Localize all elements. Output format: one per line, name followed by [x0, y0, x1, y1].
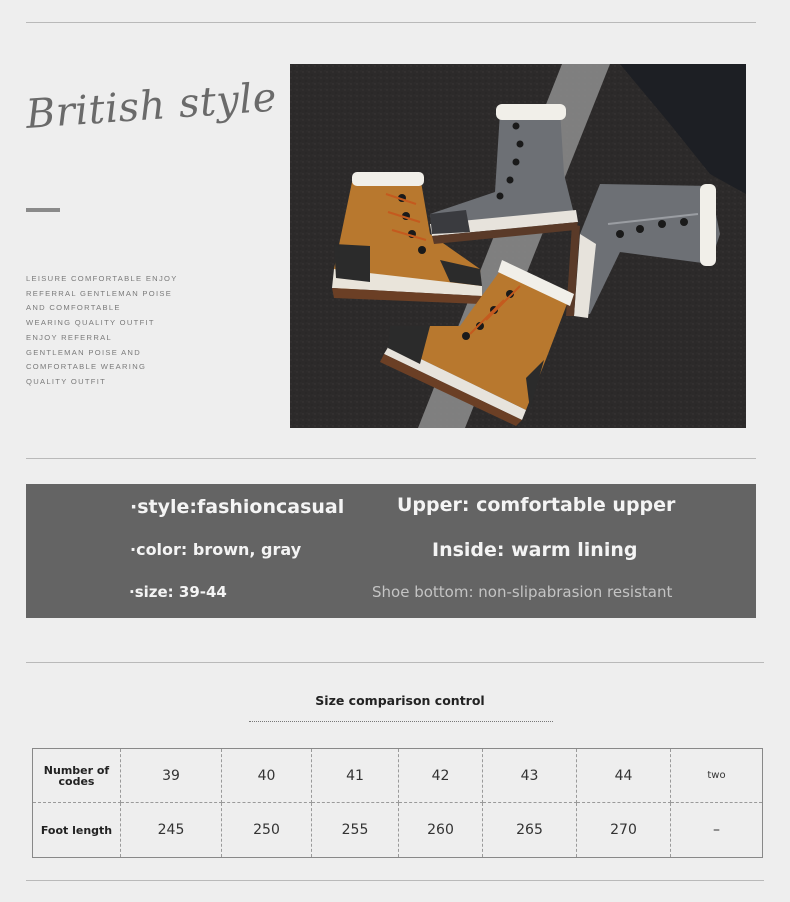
table-cell: 44	[577, 749, 671, 803]
feature-style: ·style:fashioncasual	[130, 496, 345, 518]
feature-size: ·size: 39-44	[129, 583, 227, 601]
table-cell: 265	[483, 803, 577, 858]
description-line: WEARING QUALITY OUTFIT	[26, 318, 155, 328]
table-row	[33, 803, 763, 858]
table-cell: –	[671, 803, 763, 858]
hero-divider	[26, 458, 756, 459]
row-label: Number of codes	[33, 749, 121, 803]
script-title: British style	[24, 74, 279, 138]
description-line: LEISURE COMFORTABLE ENJOY	[26, 274, 178, 283]
table-cell: 39	[121, 749, 222, 803]
description-line: GENTLEMAN POISE AND	[26, 347, 142, 357]
title-underline	[249, 721, 553, 722]
row-label: Foot length	[33, 803, 121, 858]
table-cell: 260	[399, 803, 483, 858]
size-section-divider	[26, 662, 764, 663]
top-divider	[26, 22, 756, 23]
table-cell: 255	[312, 803, 399, 858]
size-table-title: Size comparison control	[315, 693, 485, 708]
description-line: REFERRAL GENTLEMAN POISE	[26, 288, 173, 298]
table-cell: 245	[121, 803, 222, 858]
table-cell: 42	[399, 749, 483, 803]
feature-bottom: Shoe bottom: non-slipabrasion resistant	[372, 583, 673, 601]
feature-inside: Inside: warm lining	[432, 539, 638, 561]
table-row	[33, 749, 763, 803]
description-line: ENJOY REFERRAL	[26, 332, 112, 342]
table-cell: 270	[577, 803, 671, 858]
bottom-divider	[26, 880, 764, 881]
table-cell: 250	[222, 803, 312, 858]
description-block	[26, 272, 196, 390]
table-cell: 40	[222, 749, 312, 803]
description-line: QUALITY OUTFIT	[26, 376, 107, 386]
description-line: AND COMFORTABLE	[26, 303, 121, 313]
table-cell: two	[671, 749, 763, 803]
description-line: COMFORTABLE WEARING	[26, 362, 147, 372]
feature-upper: Upper: comfortable upper	[397, 494, 676, 516]
title-dash	[26, 208, 60, 212]
feature-color: ·color: brown, gray	[130, 540, 302, 559]
boots-illustration	[290, 64, 746, 428]
table-cell: 43	[483, 749, 577, 803]
feature-banner	[26, 484, 756, 618]
product-photo	[290, 64, 746, 428]
table-cell: 41	[312, 749, 399, 803]
size-table	[32, 748, 763, 858]
